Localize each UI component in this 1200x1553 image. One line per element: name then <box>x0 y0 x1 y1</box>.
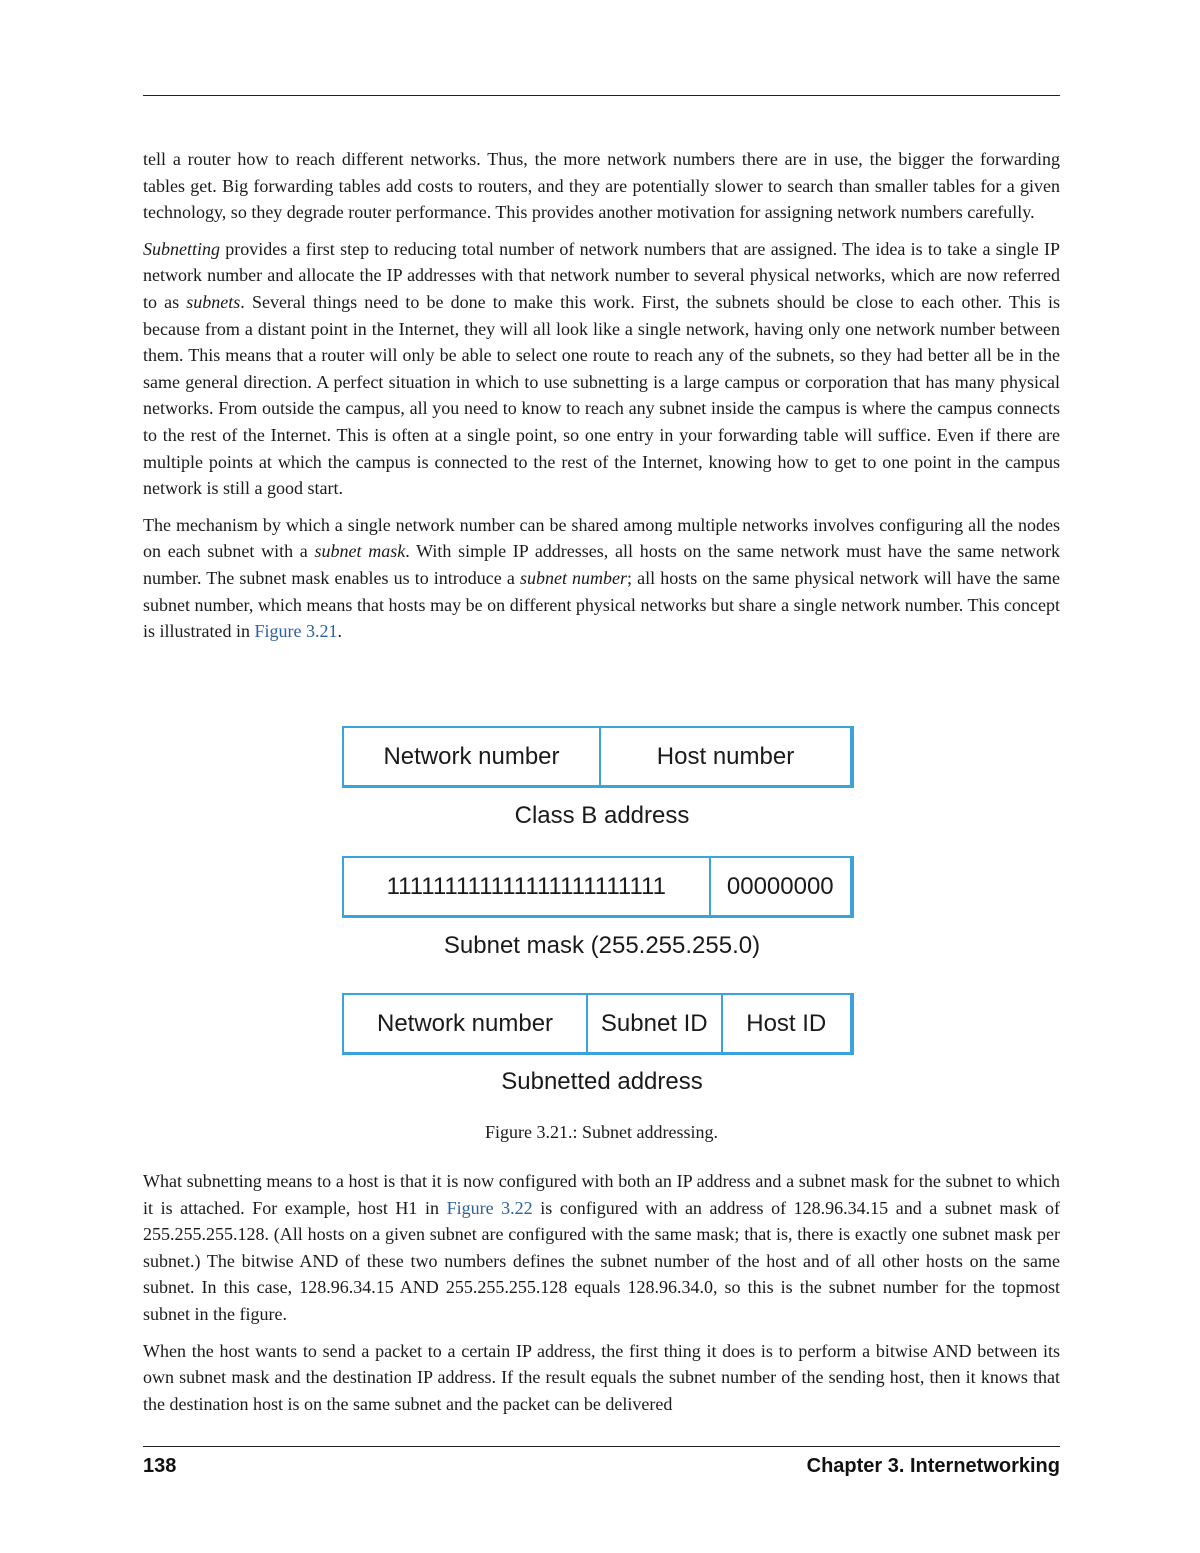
paragraph-4 <box>143 1168 1060 1328</box>
body-text-bottom <box>143 1168 1060 1427</box>
subnet-mask-box <box>342 856 854 918</box>
subnet-mask-caption: Subnet mask (255.255.255.0) <box>443 932 761 959</box>
paragraph-3 <box>143 512 1060 645</box>
network-number-cell: Network number <box>383 742 560 770</box>
paragraph-3-text-d: . <box>337 621 342 642</box>
header-rule <box>143 95 1060 96</box>
mask-ones-cell: 111111111111111111111111 <box>386 872 666 900</box>
subnetted-address-caption: Subnetted address <box>501 1068 703 1095</box>
subnetted-network-number-cell: Network number <box>376 1009 554 1037</box>
page-number: 138 <box>143 1455 177 1477</box>
body-text-top <box>143 146 1060 655</box>
paragraph-3-text-a: The mechanism by which a single network number can be shared among multiple networks involves configuring all the nodes on each subnet with a <box>143 514 1060 562</box>
figure-3-22-link[interactable]: Figure 3.22 <box>446 1197 533 1218</box>
subnetted-address-box <box>342 993 854 1055</box>
footer-rule <box>143 1446 1060 1447</box>
host-number-cell: Host number <box>599 728 850 785</box>
figure-caption: Figure 3.21.: Subnet addressing. <box>485 1122 718 1142</box>
term-subnet-number: subnet number <box>519 567 628 588</box>
class-b-caption: Class B address <box>514 802 690 829</box>
paragraph-1-text: tell a router how to reach different networks. Thus, the more network numbers there are in use, the bigger the forwarding tables get. Big forwarding tables add costs to routers, and they are potentially slower to search than smaller tables for a given technology, so they degrade router performance. This provides another motivation for assigning network numbers carefully. <box>143 149 1060 223</box>
paragraph-2-text-b: . Several things need to be done to make this work. First, the subnets should be close to each other. This is because from a distant point in the Internet, they will all look like a single network, having only one network number between them. This means that a router will only be able to select one route to reach any of the subnets, so they had better all be in the same general direction. A perfect situation in which to use subnetting is a large campus or corporation that has many physical networks. From outside the campus, all you need to know to reach any subnet inside the campus is where the campus connects to the rest of the Internet. This is often at a single point, so one entry in your forwarding table will suffice. Even if there are multiple points at which the campus is connected to the rest of the Internet, knowing how to get to one point in the campus network is still a good start. <box>143 291 1060 499</box>
chapter-title: Chapter 3. Internetworking <box>806 1455 1060 1477</box>
paragraph-1 <box>143 146 1060 226</box>
paragraph-2-text-a: provides a first step to reducing total number of network numbers that are assigned. The idea is to take a single IP network number and allocate the IP addresses with that network number to several physical networks, which are now referred to as <box>143 238 1060 312</box>
figure-3-21-link[interactable]: Figure 3.21 <box>254 621 338 642</box>
paragraph-4-text-b: is configured with an address of 128.96.34.15 and a subnet mask of 255.255.255.128. (All hosts on a given subnet are configured with the same mask; that is, there is exactly one subnet mask per subnet.) The bitwise AND of these two numbers defines the subnet number of the host and of all other hosts on the same subnet. In this case, 128.96.34.15 AND 255.255.255.128 equals 128.96.34.0, so this is the subnet number for the topmost subnet in the figure. <box>143 1197 1060 1324</box>
paragraph-3-text-c: ; all hosts on the same physical network will have the same subnet number, which means that hosts may be on different physical networks but share a single network number. This concept is illustrated in <box>143 567 1060 642</box>
subnet-id-cell: Subnet ID <box>586 995 720 1052</box>
term-subnetting: Subnetting <box>143 238 220 259</box>
paragraph-5 <box>143 1338 1060 1418</box>
term-subnets: subnets <box>186 291 241 312</box>
class-b-address-box <box>342 726 854 788</box>
mask-zeros-cell: 00000000 <box>709 858 850 915</box>
paragraph-3-text-b: . With simple IP addresses, all hosts on the same network must have the same network number. The subnet mask enables us to introduce a <box>143 541 1060 588</box>
host-id-cell: Host ID <box>721 995 850 1052</box>
paragraph-2 <box>143 236 1060 502</box>
paragraph-5-text: When the host wants to send a packet to a certain IP address, the first thing it does is to perform a bitwise AND between its own subnet mask and the destination IP address. If the result equals the subnet number of the sending host, then it knows that the destination host is on the same subnet and the packet can be delivered <box>143 1340 1060 1414</box>
page-footer <box>143 1455 1060 1478</box>
paragraph-4-text-a: What subnetting means to a host is that it is now configured with both an IP address and a subnet mask for the subnet to which it is attached. For example, host H1 in <box>143 1171 1060 1218</box>
term-subnet-mask: subnet mask <box>314 541 406 562</box>
